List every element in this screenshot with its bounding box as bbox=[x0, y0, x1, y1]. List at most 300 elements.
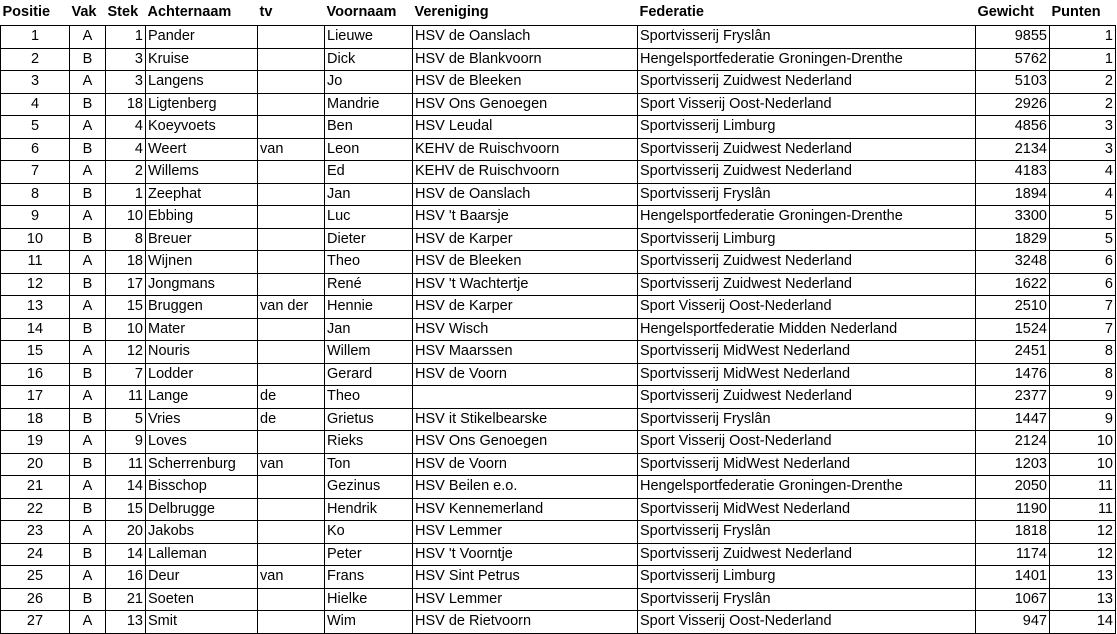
cell-voornaam: Dick bbox=[325, 48, 413, 71]
cell-vak: B bbox=[70, 588, 106, 611]
table-row bbox=[1, 341, 1116, 364]
cell-voornaam: Ko bbox=[325, 521, 413, 544]
cell-tv bbox=[258, 341, 325, 364]
cell-positie: 15 bbox=[1, 341, 70, 364]
cell-federatie: Sportvisserij MidWest Nederland bbox=[638, 498, 976, 521]
cell-voornaam: Frans bbox=[325, 566, 413, 589]
cell-tv bbox=[258, 273, 325, 296]
cell-vereniging: HSV Wisch bbox=[413, 318, 638, 341]
table-row bbox=[1, 296, 1116, 319]
cell-positie: 2 bbox=[1, 48, 70, 71]
cell-voornaam: Ed bbox=[325, 161, 413, 184]
cell-vereniging: KEHV de Ruischvoorn bbox=[413, 161, 638, 184]
cell-vak: A bbox=[70, 161, 106, 184]
cell-tv bbox=[258, 498, 325, 521]
cell-tv bbox=[258, 161, 325, 184]
cell-voornaam: Jo bbox=[325, 71, 413, 94]
cell-voornaam: Gerard bbox=[325, 363, 413, 386]
cell-voornaam: Theo bbox=[325, 251, 413, 274]
cell-vak: B bbox=[70, 363, 106, 386]
cell-voornaam: Rieks bbox=[325, 431, 413, 454]
cell-vak: A bbox=[70, 26, 106, 49]
cell-achternaam: Bisschop bbox=[146, 476, 258, 499]
cell-positie: 19 bbox=[1, 431, 70, 454]
cell-tv bbox=[258, 363, 325, 386]
cell-gewicht: 1401 bbox=[976, 566, 1050, 589]
cell-punten: 5 bbox=[1050, 206, 1116, 229]
cell-gewicht: 1203 bbox=[976, 453, 1050, 476]
table-row bbox=[1, 386, 1116, 409]
cell-gewicht: 9855 bbox=[976, 26, 1050, 49]
cell-voornaam: Jan bbox=[325, 318, 413, 341]
cell-punten: 9 bbox=[1050, 386, 1116, 409]
cell-gewicht: 2451 bbox=[976, 341, 1050, 364]
cell-achternaam: Ebbing bbox=[146, 206, 258, 229]
table-row bbox=[1, 183, 1116, 206]
table-row bbox=[1, 476, 1116, 499]
cell-achternaam: Nouris bbox=[146, 341, 258, 364]
cell-tv bbox=[258, 183, 325, 206]
table-row bbox=[1, 521, 1116, 544]
cell-positie: 11 bbox=[1, 251, 70, 274]
cell-federatie: Sportvisserij Fryslân bbox=[638, 408, 976, 431]
cell-federatie: Sportvisserij MidWest Nederland bbox=[638, 341, 976, 364]
cell-achternaam: Pander bbox=[146, 26, 258, 49]
cell-federatie: Sportvisserij MidWest Nederland bbox=[638, 363, 976, 386]
cell-voornaam: Jan bbox=[325, 183, 413, 206]
cell-federatie: Hengelsportfederatie Groningen-Drenthe bbox=[638, 206, 976, 229]
cell-achternaam: Jongmans bbox=[146, 273, 258, 296]
cell-vereniging: HSV Leudal bbox=[413, 116, 638, 139]
table-row bbox=[1, 71, 1116, 94]
cell-voornaam: Willem bbox=[325, 341, 413, 364]
cell-vereniging: HSV de Bleeken bbox=[413, 251, 638, 274]
cell-punten: 12 bbox=[1050, 521, 1116, 544]
cell-tv bbox=[258, 206, 325, 229]
header-tv: tv bbox=[259, 4, 273, 20]
cell-vak: B bbox=[70, 228, 106, 251]
cell-voornaam: Ton bbox=[325, 453, 413, 476]
cell-tv: van bbox=[258, 453, 325, 476]
table-row bbox=[1, 228, 1116, 251]
cell-stek: 14 bbox=[106, 476, 146, 499]
table-row bbox=[1, 48, 1116, 71]
header-vak: Vak bbox=[71, 4, 97, 20]
cell-vereniging: HSV Lemmer bbox=[413, 588, 638, 611]
cell-positie: 14 bbox=[1, 318, 70, 341]
cell-voornaam: René bbox=[325, 273, 413, 296]
cell-vak: B bbox=[70, 453, 106, 476]
cell-federatie: Sport Visserij Oost-Nederland bbox=[638, 611, 976, 634]
cell-federatie: Sportvisserij Limburg bbox=[638, 116, 976, 139]
cell-gewicht: 1476 bbox=[976, 363, 1050, 386]
cell-achternaam: Wijnen bbox=[146, 251, 258, 274]
cell-voornaam: Gezinus bbox=[325, 476, 413, 499]
cell-vereniging: HSV it Stikelbearske bbox=[413, 408, 638, 431]
cell-vereniging: HSV de Oanslach bbox=[413, 26, 638, 49]
cell-positie: 21 bbox=[1, 476, 70, 499]
cell-positie: 5 bbox=[1, 116, 70, 139]
cell-gewicht: 2134 bbox=[976, 138, 1050, 161]
cell-punten: 7 bbox=[1050, 296, 1116, 319]
cell-achternaam: Lalleman bbox=[146, 543, 258, 566]
results-body bbox=[1, 26, 1116, 634]
cell-vereniging: KEHV de Ruischvoorn bbox=[413, 138, 638, 161]
cell-punten: 6 bbox=[1050, 273, 1116, 296]
cell-tv bbox=[258, 476, 325, 499]
cell-federatie: Sportvisserij Zuidwest Nederland bbox=[638, 543, 976, 566]
cell-punten: 11 bbox=[1050, 498, 1116, 521]
cell-achternaam: Loves bbox=[146, 431, 258, 454]
cell-gewicht: 2377 bbox=[976, 386, 1050, 409]
cell-voornaam: Peter bbox=[325, 543, 413, 566]
cell-voornaam: Luc bbox=[325, 206, 413, 229]
cell-tv bbox=[258, 611, 325, 634]
cell-positie: 20 bbox=[1, 453, 70, 476]
cell-vereniging: HSV de Voorn bbox=[413, 363, 638, 386]
cell-vereniging: HSV 't Wachtertje bbox=[413, 273, 638, 296]
cell-achternaam: Lange bbox=[146, 386, 258, 409]
cell-vak: A bbox=[70, 206, 106, 229]
cell-gewicht: 5762 bbox=[976, 48, 1050, 71]
table-row bbox=[1, 431, 1116, 454]
cell-stek: 14 bbox=[106, 543, 146, 566]
cell-vak: A bbox=[70, 116, 106, 139]
cell-achternaam: Willems bbox=[146, 161, 258, 184]
cell-stek: 16 bbox=[106, 566, 146, 589]
table-row bbox=[1, 138, 1116, 161]
cell-punten: 2 bbox=[1050, 71, 1116, 94]
cell-vereniging: HSV de Karper bbox=[413, 296, 638, 319]
cell-punten: 8 bbox=[1050, 341, 1116, 364]
cell-punten: 8 bbox=[1050, 363, 1116, 386]
cell-vak: A bbox=[70, 386, 106, 409]
cell-positie: 16 bbox=[1, 363, 70, 386]
cell-vereniging: HSV Lemmer bbox=[413, 521, 638, 544]
cell-vereniging: HSV Ons Genoegen bbox=[413, 93, 638, 116]
cell-gewicht: 1622 bbox=[976, 273, 1050, 296]
table-row bbox=[1, 273, 1116, 296]
cell-vak: B bbox=[70, 48, 106, 71]
cell-stek: 17 bbox=[106, 273, 146, 296]
cell-vak: B bbox=[70, 318, 106, 341]
header-positie: Positie bbox=[2, 4, 51, 20]
cell-punten: 11 bbox=[1050, 476, 1116, 499]
cell-stek: 3 bbox=[106, 48, 146, 71]
cell-achternaam: Scherrenburg bbox=[146, 453, 258, 476]
cell-positie: 17 bbox=[1, 386, 70, 409]
cell-positie: 6 bbox=[1, 138, 70, 161]
cell-tv: van der bbox=[258, 296, 325, 319]
cell-tv bbox=[258, 26, 325, 49]
cell-vereniging: HSV Beilen e.o. bbox=[413, 476, 638, 499]
cell-tv bbox=[258, 543, 325, 566]
cell-punten: 4 bbox=[1050, 183, 1116, 206]
cell-positie: 26 bbox=[1, 588, 70, 611]
cell-achternaam: Breuer bbox=[146, 228, 258, 251]
cell-punten: 10 bbox=[1050, 431, 1116, 454]
cell-voornaam: Wim bbox=[325, 611, 413, 634]
cell-federatie: Sportvisserij Fryslân bbox=[638, 26, 976, 49]
cell-positie: 23 bbox=[1, 521, 70, 544]
cell-voornaam: Ben bbox=[325, 116, 413, 139]
cell-vak: B bbox=[70, 273, 106, 296]
table-row bbox=[1, 26, 1116, 49]
cell-vak: A bbox=[70, 296, 106, 319]
cell-federatie: Sportvisserij Limburg bbox=[638, 228, 976, 251]
cell-voornaam: Leon bbox=[325, 138, 413, 161]
cell-federatie: Hengelsportfederatie Midden Nederland bbox=[638, 318, 976, 341]
cell-positie: 27 bbox=[1, 611, 70, 634]
cell-tv: van bbox=[258, 566, 325, 589]
cell-vereniging: HSV 't Voorntje bbox=[413, 543, 638, 566]
cell-federatie: Sport Visserij Oost-Nederland bbox=[638, 296, 976, 319]
cell-achternaam: Ligtenberg bbox=[146, 93, 258, 116]
header-stek: Stek bbox=[107, 4, 139, 20]
table-row bbox=[1, 251, 1116, 274]
cell-gewicht: 4856 bbox=[976, 116, 1050, 139]
cell-tv bbox=[258, 251, 325, 274]
header-vereniging: Vereniging bbox=[414, 4, 489, 20]
cell-voornaam: Mandrie bbox=[325, 93, 413, 116]
cell-stek: 10 bbox=[106, 206, 146, 229]
cell-voornaam: Theo bbox=[325, 386, 413, 409]
cell-stek: 15 bbox=[106, 296, 146, 319]
cell-gewicht: 1067 bbox=[976, 588, 1050, 611]
cell-voornaam: Grietus bbox=[325, 408, 413, 431]
cell-punten: 9 bbox=[1050, 408, 1116, 431]
cell-gewicht: 3248 bbox=[976, 251, 1050, 274]
header-punten: Punten bbox=[1051, 4, 1101, 20]
cell-stek: 1 bbox=[106, 183, 146, 206]
cell-punten: 3 bbox=[1050, 116, 1116, 139]
cell-federatie: Sportvisserij Limburg bbox=[638, 566, 976, 589]
cell-vak: B bbox=[70, 183, 106, 206]
header-voornaam: Voornaam bbox=[326, 4, 397, 20]
cell-federatie: Sportvisserij Fryslân bbox=[638, 183, 976, 206]
table-row bbox=[1, 161, 1116, 184]
cell-tv: de bbox=[258, 408, 325, 431]
cell-voornaam: Hendrik bbox=[325, 498, 413, 521]
cell-voornaam: Lieuwe bbox=[325, 26, 413, 49]
cell-federatie: Sportvisserij Fryslân bbox=[638, 588, 976, 611]
cell-achternaam: Mater bbox=[146, 318, 258, 341]
cell-punten: 7 bbox=[1050, 318, 1116, 341]
cell-gewicht: 947 bbox=[976, 611, 1050, 634]
cell-positie: 7 bbox=[1, 161, 70, 184]
cell-vak: B bbox=[70, 138, 106, 161]
cell-voornaam: Dieter bbox=[325, 228, 413, 251]
cell-gewicht: 1174 bbox=[976, 543, 1050, 566]
cell-vereniging: HSV 't Baarsje bbox=[413, 206, 638, 229]
cell-stek: 15 bbox=[106, 498, 146, 521]
header-federatie: Federatie bbox=[639, 4, 704, 20]
cell-vak: B bbox=[70, 543, 106, 566]
cell-positie: 12 bbox=[1, 273, 70, 296]
cell-federatie: Hengelsportfederatie Groningen-Drenthe bbox=[638, 476, 976, 499]
cell-vereniging: HSV Ons Genoegen bbox=[413, 431, 638, 454]
cell-tv bbox=[258, 318, 325, 341]
cell-vereniging: HSV Kennemerland bbox=[413, 498, 638, 521]
cell-punten: 14 bbox=[1050, 611, 1116, 634]
cell-achternaam: Kruise bbox=[146, 48, 258, 71]
cell-vereniging: HSV de Rietvoorn bbox=[413, 611, 638, 634]
cell-achternaam: Zeephat bbox=[146, 183, 258, 206]
table-row bbox=[1, 566, 1116, 589]
cell-tv bbox=[258, 116, 325, 139]
cell-federatie: Sportvisserij Zuidwest Nederland bbox=[638, 386, 976, 409]
cell-achternaam: Smit bbox=[146, 611, 258, 634]
table-row bbox=[1, 318, 1116, 341]
cell-vak: A bbox=[70, 566, 106, 589]
cell-tv bbox=[258, 48, 325, 71]
cell-tv: van bbox=[258, 138, 325, 161]
table-row bbox=[1, 408, 1116, 431]
table-row bbox=[1, 611, 1116, 634]
cell-tv bbox=[258, 228, 325, 251]
cell-gewicht: 2926 bbox=[976, 93, 1050, 116]
cell-gewicht: 1894 bbox=[976, 183, 1050, 206]
cell-voornaam: Hielke bbox=[325, 588, 413, 611]
header-row bbox=[1, 0, 1116, 26]
cell-achternaam: Deur bbox=[146, 566, 258, 589]
cell-federatie: Sportvisserij Zuidwest Nederland bbox=[638, 251, 976, 274]
cell-vereniging: HSV de Bleeken bbox=[413, 71, 638, 94]
cell-stek: 12 bbox=[106, 341, 146, 364]
cell-gewicht: 1818 bbox=[976, 521, 1050, 544]
cell-stek: 11 bbox=[106, 453, 146, 476]
cell-achternaam: Soeten bbox=[146, 588, 258, 611]
cell-positie: 1 bbox=[1, 26, 70, 49]
cell-vak: B bbox=[70, 93, 106, 116]
table-row bbox=[1, 453, 1116, 476]
cell-stek: 13 bbox=[106, 611, 146, 634]
cell-stek: 7 bbox=[106, 363, 146, 386]
cell-punten: 5 bbox=[1050, 228, 1116, 251]
cell-vereniging: HSV Sint Petrus bbox=[413, 566, 638, 589]
cell-achternaam: Lodder bbox=[146, 363, 258, 386]
cell-gewicht: 1190 bbox=[976, 498, 1050, 521]
cell-gewicht: 2050 bbox=[976, 476, 1050, 499]
cell-vereniging: HSV de Blankvoorn bbox=[413, 48, 638, 71]
cell-stek: 4 bbox=[106, 138, 146, 161]
cell-gewicht: 5103 bbox=[976, 71, 1050, 94]
cell-federatie: Sportvisserij Zuidwest Nederland bbox=[638, 138, 976, 161]
cell-positie: 18 bbox=[1, 408, 70, 431]
cell-stek: 10 bbox=[106, 318, 146, 341]
cell-stek: 8 bbox=[106, 228, 146, 251]
cell-vak: A bbox=[70, 431, 106, 454]
cell-achternaam: Jakobs bbox=[146, 521, 258, 544]
cell-gewicht: 1829 bbox=[976, 228, 1050, 251]
cell-achternaam: Bruggen bbox=[146, 296, 258, 319]
cell-punten: 3 bbox=[1050, 138, 1116, 161]
cell-gewicht: 1524 bbox=[976, 318, 1050, 341]
table-row bbox=[1, 543, 1116, 566]
cell-stek: 5 bbox=[106, 408, 146, 431]
cell-gewicht: 2124 bbox=[976, 431, 1050, 454]
cell-positie: 24 bbox=[1, 543, 70, 566]
table-row bbox=[1, 116, 1116, 139]
header-achternaam: Achternaam bbox=[147, 4, 232, 20]
cell-punten: 10 bbox=[1050, 453, 1116, 476]
cell-stek: 4 bbox=[106, 116, 146, 139]
cell-vak: B bbox=[70, 498, 106, 521]
cell-stek: 18 bbox=[106, 93, 146, 116]
cell-vereniging: HSV de Karper bbox=[413, 228, 638, 251]
cell-vereniging: HSV Maarssen bbox=[413, 341, 638, 364]
cell-federatie: Sportvisserij Zuidwest Nederland bbox=[638, 273, 976, 296]
cell-positie: 8 bbox=[1, 183, 70, 206]
cell-stek: 11 bbox=[106, 386, 146, 409]
cell-vak: A bbox=[70, 341, 106, 364]
table-row bbox=[1, 498, 1116, 521]
cell-tv: de bbox=[258, 386, 325, 409]
cell-vak: A bbox=[70, 251, 106, 274]
cell-stek: 9 bbox=[106, 431, 146, 454]
cell-gewicht: 2510 bbox=[976, 296, 1050, 319]
cell-positie: 13 bbox=[1, 296, 70, 319]
cell-punten: 12 bbox=[1050, 543, 1116, 566]
cell-federatie: Sport Visserij Oost-Nederland bbox=[638, 431, 976, 454]
cell-achternaam: Langens bbox=[146, 71, 258, 94]
cell-stek: 20 bbox=[106, 521, 146, 544]
cell-vereniging: HSV de Voorn bbox=[413, 453, 638, 476]
cell-achternaam: Weert bbox=[146, 138, 258, 161]
cell-punten: 1 bbox=[1050, 48, 1116, 71]
cell-stek: 2 bbox=[106, 161, 146, 184]
table-row bbox=[1, 588, 1116, 611]
table-row bbox=[1, 206, 1116, 229]
cell-positie: 9 bbox=[1, 206, 70, 229]
table-row bbox=[1, 363, 1116, 386]
cell-voornaam: Hennie bbox=[325, 296, 413, 319]
cell-tv bbox=[258, 93, 325, 116]
cell-punten: 6 bbox=[1050, 251, 1116, 274]
cell-punten: 13 bbox=[1050, 588, 1116, 611]
header-gewicht: Gewicht bbox=[977, 4, 1034, 20]
cell-positie: 4 bbox=[1, 93, 70, 116]
cell-positie: 22 bbox=[1, 498, 70, 521]
cell-federatie: Sportvisserij Zuidwest Nederland bbox=[638, 71, 976, 94]
cell-vak: A bbox=[70, 476, 106, 499]
cell-vak: A bbox=[70, 71, 106, 94]
cell-federatie: Hengelsportfederatie Groningen-Drenthe bbox=[638, 48, 976, 71]
cell-stek: 21 bbox=[106, 588, 146, 611]
cell-tv bbox=[258, 431, 325, 454]
cell-vak: A bbox=[70, 521, 106, 544]
cell-tv bbox=[258, 521, 325, 544]
cell-punten: 1 bbox=[1050, 26, 1116, 49]
cell-federatie: Sport Visserij Oost-Nederland bbox=[638, 93, 976, 116]
table-row bbox=[1, 93, 1116, 116]
cell-federatie: Sportvisserij MidWest Nederland bbox=[638, 453, 976, 476]
cell-stek: 18 bbox=[106, 251, 146, 274]
cell-stek: 3 bbox=[106, 71, 146, 94]
cell-positie: 25 bbox=[1, 566, 70, 589]
cell-vereniging: HSV de Oanslach bbox=[413, 183, 638, 206]
cell-achternaam: Koeyvoets bbox=[146, 116, 258, 139]
cell-tv bbox=[258, 71, 325, 94]
cell-stek: 1 bbox=[106, 26, 146, 49]
cell-gewicht: 1447 bbox=[976, 408, 1050, 431]
cell-punten: 4 bbox=[1050, 161, 1116, 184]
cell-achternaam: Vries bbox=[146, 408, 258, 431]
cell-achternaam: Delbrugge bbox=[146, 498, 258, 521]
cell-federatie: Sportvisserij Zuidwest Nederland bbox=[638, 161, 976, 184]
cell-vereniging bbox=[413, 386, 638, 409]
cell-vak: A bbox=[70, 611, 106, 634]
